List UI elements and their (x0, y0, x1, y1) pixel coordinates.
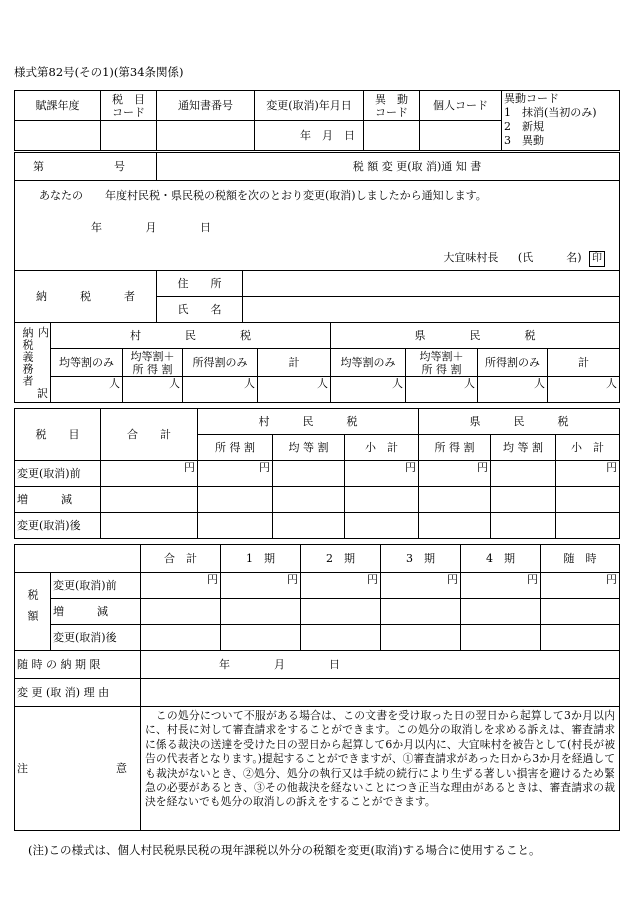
items-pref-header: 県 民 税 (419, 409, 620, 435)
village-total: 計 (258, 349, 331, 377)
caution-text: この処分について不服がある場合は、この文書を受け取った日の翌日から起算して3か月以内に、村長に対して審査請求をすることができます。この処分の取消しを求める訴えは、審査請求に係る裁決の送達を受けた日の翌日から起算して6か月以内に、大宜味村を被告として(村長が被告の代表者となります。)提起することができますが、①審査請求があった日から3か月を経過しても裁決がないとき、②処分、処分の執行又は手続の続行により生ずる著しい損害を避けるため緊急の必要があるとき、③その他裁決を経ないことにつき正当な理由があるときは、審査請求の裁決を経ないでも処分の取消しの訴えをすることができます。 (141, 707, 620, 831)
move-code-value (364, 121, 420, 151)
person-cell: 人 (258, 377, 331, 403)
inst-p4-label: 4 期 (461, 545, 541, 573)
pref-total: 計 (548, 349, 620, 377)
notice-issuer: 大宜味村長 (氏 名) 印 (443, 251, 605, 267)
change-date-label: 変更(取消)年月日 (255, 91, 364, 121)
person-cell: 人 (183, 377, 258, 403)
person-cell: 人 (478, 377, 548, 403)
inst-p1-label: 1 期 (221, 545, 301, 573)
move-code-legend: 異動コード 1 抹消(当初のみ) 2 新規 3 異動 (502, 91, 620, 151)
inst-before-label: 変更(取消)前 (51, 573, 141, 599)
personal-code-value (420, 121, 502, 151)
person-cell: 人 (406, 377, 478, 403)
village-equal-label: 均 等 割 (273, 435, 345, 461)
person-cell: 人 (548, 377, 620, 403)
yen-cell: 円 (198, 461, 273, 487)
yen-cell: 円 (419, 461, 491, 487)
inst-incdec-label: 増 減 (51, 599, 141, 625)
deadline-value: 年 月 日 (141, 651, 620, 679)
fiscal-year-label: 賦課年度 (15, 91, 101, 121)
pref-equal-only: 均等割のみ (331, 349, 406, 377)
form-title: 様式第82号(その1)(第34条関係) (14, 65, 184, 79)
pref-income-only: 所得割のみ (478, 349, 548, 377)
yen-cell: 円 (556, 461, 620, 487)
items-before-label: 変更(取消)前 (15, 461, 101, 487)
person-cell: 人 (123, 377, 183, 403)
village-subtotal-label: 小 計 (345, 435, 419, 461)
pref-equal-label: 均 等 割 (491, 435, 556, 461)
notice-number-label: 通知書番号 (157, 91, 255, 121)
yen-cell: 円 (141, 573, 221, 599)
notice-title: 税 額 変 更(取 消)通 知 書 (157, 153, 620, 181)
breakdown-table (14, 322, 620, 403)
tax-item-label: 税 目 (15, 409, 101, 461)
installments-table (14, 544, 620, 651)
notice-number-value (157, 121, 255, 151)
reason-value (141, 679, 620, 707)
yen-cell: 円 (301, 573, 381, 599)
person-cell: 人 (331, 377, 406, 403)
taxpayer-table (14, 270, 620, 323)
breakdown-pref-header: 県 民 税 (331, 323, 620, 349)
address-label: 住 所 (157, 271, 243, 297)
notice-date: 年 月 日 (91, 221, 211, 234)
pref-income-label: 所 得 割 (419, 435, 491, 461)
pref-equal-plus: 均等割＋ 所 得 割 (406, 349, 478, 377)
yen-cell: 円 (101, 461, 198, 487)
inst-p2-label: 2 期 (301, 545, 381, 573)
yen-cell: 円 (461, 573, 541, 599)
tax-code-value (101, 121, 157, 151)
notice-body: あなたの 年度村民税・県民税の税額を次のとおり変更(取消)しましたから通知します。 年 月 日 大宜味村長 (氏 名) 印 (15, 181, 620, 271)
person-cell: 人 (51, 377, 123, 403)
taxpayer-label: 納 税 者 (15, 271, 157, 323)
name-label: 氏 名 (157, 297, 243, 323)
village-equal-only: 均等割のみ (51, 349, 123, 377)
inst-total-label: 合 計 (141, 545, 221, 573)
footnote: (注)この様式は、個人村民税県民税の現年課税以外分の税額を変更(取消)する場合に使用すること。 (28, 843, 541, 857)
deadline-label: 随 時 の 納 期 限 (15, 651, 141, 679)
yen-cell: 円 (221, 573, 301, 599)
village-income-only: 所得割のみ (183, 349, 258, 377)
address-value (243, 271, 620, 297)
seal-mark: 印 (589, 251, 605, 267)
inst-after-label: 変更(取消)後 (51, 625, 141, 651)
inst-anytime-label: 随 時 (541, 545, 620, 573)
yen-cell: 円 (345, 461, 419, 487)
yen-cell: 円 (541, 573, 620, 599)
breakdown-row-label: 納税義務者 内 訳 (15, 323, 51, 403)
items-after-label: 変更(取消)後 (15, 513, 101, 539)
move-code-label: 異 動 コード (364, 91, 420, 121)
tax-items-table (14, 408, 620, 539)
header-table (14, 90, 620, 151)
tax-code-label: 税 目 コード (101, 91, 157, 121)
breakdown-village-header: 村 民 税 (51, 323, 331, 349)
personal-code-label: 個人コード (420, 91, 502, 121)
inst-p3-label: 3 期 (381, 545, 461, 573)
reason-label: 変 更 (取 消) 理 由 (15, 679, 141, 707)
pref-subtotal-label: 小 計 (556, 435, 620, 461)
items-village-header: 村 民 税 (198, 409, 419, 435)
village-equal-plus: 均等割＋ 所 得 割 (123, 349, 183, 377)
fiscal-year-value (15, 121, 101, 151)
notice-number: 第 号 (15, 153, 157, 181)
change-date-value: 年 月 日 (255, 121, 364, 151)
name-value (243, 297, 620, 323)
bottom-table (14, 650, 620, 831)
tax-amount-label: 税額 (15, 573, 51, 651)
sum-label: 合 計 (101, 409, 198, 461)
items-incdec-label: 増 減 (15, 487, 101, 513)
caution-label: 注 意 (15, 707, 141, 831)
yen-cell: 円 (381, 573, 461, 599)
notice-table (14, 152, 620, 271)
village-income-label: 所 得 割 (198, 435, 273, 461)
